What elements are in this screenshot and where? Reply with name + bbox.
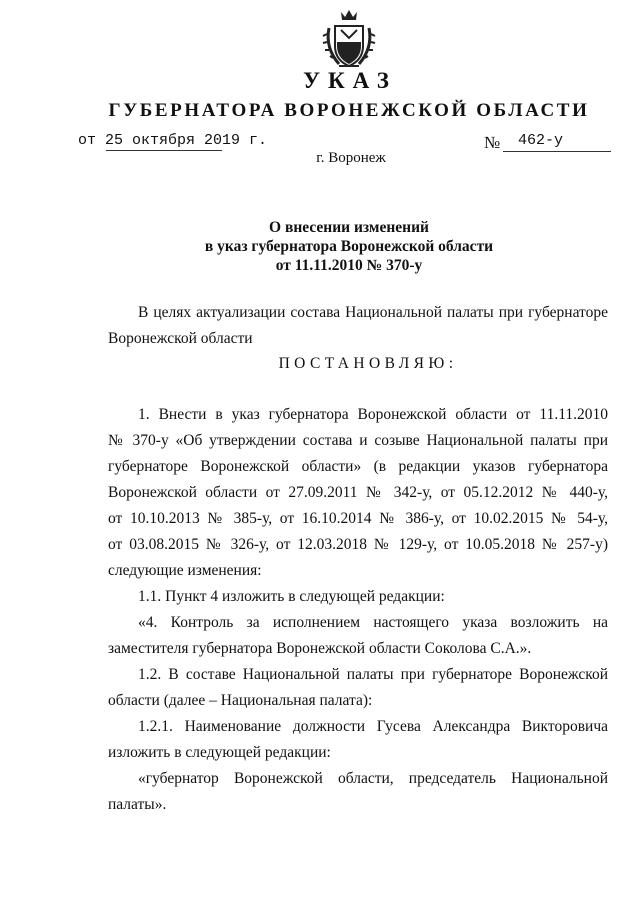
- heading-line: от 11.11.2010 № 370-у: [275, 257, 423, 274]
- paragraph-line: палаты».: [108, 796, 167, 813]
- paragraph-line: изложить в следующей редакции:: [108, 744, 331, 761]
- paragraph-line: № 370-у «Об утверждении состава и созыве Национальной палаты при: [108, 432, 608, 449]
- paragraph-line: 1.2.1. Наименование должности Гусева Александра Викторовича: [138, 718, 608, 735]
- paragraph-line: от 03.08.2015 № 326-у, от 12.03.2018 № 129-у, от 10.05.2018 № 257-у): [108, 536, 608, 553]
- paragraph-line: следующие изменения:: [108, 562, 262, 579]
- decree-date: от 25 октября 2019 г.: [78, 132, 268, 149]
- paragraph-line: «губернатор Воронежской области, председатель Национальной: [138, 770, 608, 787]
- paragraph-line: от 10.10.2013 № 385-у, от 16.10.2014 № 386-у, от 10.02.2015 № 54-у,: [108, 510, 608, 527]
- decree-heading: [0, 218, 640, 275]
- decree-number: 462-у: [518, 132, 564, 149]
- paragraph-line: 1. Внести в указ губернатора Воронежской области от 11.11.2010: [138, 406, 608, 423]
- paragraph-line: 1.1. Пункт 4 изложить в следующей редакции:: [138, 588, 445, 605]
- paragraph-line: 1.2. В составе Национальной палаты при губернаторе Воронежской: [138, 666, 608, 683]
- paragraph-line: «4. Контроль за исполнением настоящего указа возложить на: [138, 614, 608, 631]
- paragraph-line: губернаторе Воронежской области» (в редакции указов губернатора: [108, 458, 608, 475]
- document-title: УКАЗ: [303, 68, 397, 93]
- paragraph-line: области (далее – Национальная палата):: [108, 692, 373, 709]
- document-subtitle: ГУБЕРНАТОРА ВОРОНЕЖСКОЙ ОБЛАСТИ: [108, 100, 590, 121]
- heading-line: в указ губернатора Воронежской области: [204, 238, 494, 255]
- paragraph-line: заместителя губернатора Воронежской области Соколова С.А.».: [108, 640, 532, 657]
- preamble-line: В целях актуализации состава Национальной палаты при губернаторе: [138, 304, 608, 321]
- coat-of-arms-icon: [321, 8, 377, 70]
- paragraph-line: Воронежской области от 27.09.2011 № 342-у, от 05.12.2012 № 440-у,: [108, 484, 608, 501]
- preamble: [108, 300, 608, 352]
- heading-line: О внесении изменений: [269, 219, 429, 236]
- decree-body: [108, 402, 608, 818]
- decree-word: ПОСТАНОВЛЯЮ:: [278, 355, 458, 372]
- city-label: г. Воронеж: [316, 150, 386, 166]
- number-sign: №: [484, 133, 501, 152]
- preamble-line: Воронежской области: [108, 330, 253, 347]
